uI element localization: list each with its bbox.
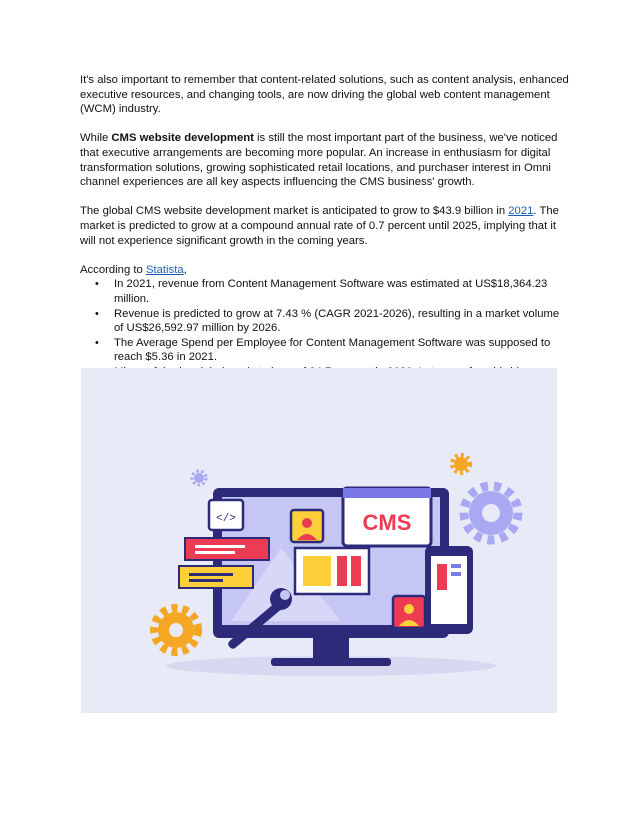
info-line [195,551,235,554]
content-block [295,548,369,594]
text-run: is still the most important part of the business, we've noticed that executive arrangements are becoming more popular. An increase in enthusiasm for digital transformation solutions, growing sophisticated retail locations, and purchaser interest in Omni channel experiences are all key aspects influencing the CMS business' growth. [80,132,558,189]
phone-line [451,564,461,568]
text-run: According to [80,263,146,276]
gear-icon [192,471,206,485]
code-label: </> [216,513,236,525]
text-run: While [80,132,112,145]
cms-window-titlebar [343,488,431,498]
link-statista[interactable]: Statista [145,263,184,276]
cms-window-icon [343,488,431,546]
info-line [189,579,223,582]
paragraph-market [80,204,570,248]
article-body [80,73,570,394]
paragraph-cms-development [80,131,570,189]
text-run: , [183,263,187,276]
content-block-red [351,556,361,586]
cms-illustration [81,368,557,713]
cms-label: CMS [362,510,412,535]
monitor-neck [313,638,349,660]
gear-icon [464,486,518,540]
gear-body [194,473,204,483]
gear-hole [482,504,500,522]
info-line [195,545,245,548]
according-line [80,263,570,278]
smartphone-icon [425,546,473,634]
paragraph-intro: It's also important to remember that content-related solutions, such as content analysis, enhanced executive resources, and changing tools, are now driving the global web content management (WCM) industry. [80,74,569,116]
gear-hole [169,623,183,637]
content-block-yellow [303,556,331,586]
phone-line [451,572,461,576]
wrench-jaw [280,590,290,600]
gear-body [454,457,468,471]
info-line [189,573,233,576]
list-item: • In 2021, revenue from Content Management Software was estimated at US$18,364.23 million. [114,277,570,306]
list-item: • The Average Spend per Employee for Content Management Software was supposed to reach $5.36 in 2021. [114,336,570,365]
user-head [404,604,414,614]
cms-illustration-svg [81,368,557,713]
link-2021[interactable]: 2021 [508,205,534,218]
monitor-base [271,658,391,666]
content-block-red [337,556,347,586]
info-panel-red [185,538,269,560]
text-run: The global CMS website development market is anticipated to grow to $43.9 billion in [80,205,509,218]
phone-screen [431,556,467,624]
gear-icon [154,608,198,652]
user-card-icon [393,596,425,628]
wrench-head [270,588,292,610]
gear-icon [452,455,470,473]
phone-bar [437,564,447,590]
info-panel-yellow [179,566,253,588]
text-run: . The market is predicted to grow at a compound annual rate of 0.7 percent until 2025, implying that it will not experience significant growth in the coming years. [80,205,559,247]
user-head [302,518,312,528]
bold-term: CMS website development [111,132,254,145]
code-window-icon [209,500,243,530]
list-item: • Revenue is predicted to grow at 7.43 % (CAGR 2021-2026), resulting in a market volume of US$26,592.97 million by 2026. [114,307,570,336]
user-card-icon [291,510,323,542]
